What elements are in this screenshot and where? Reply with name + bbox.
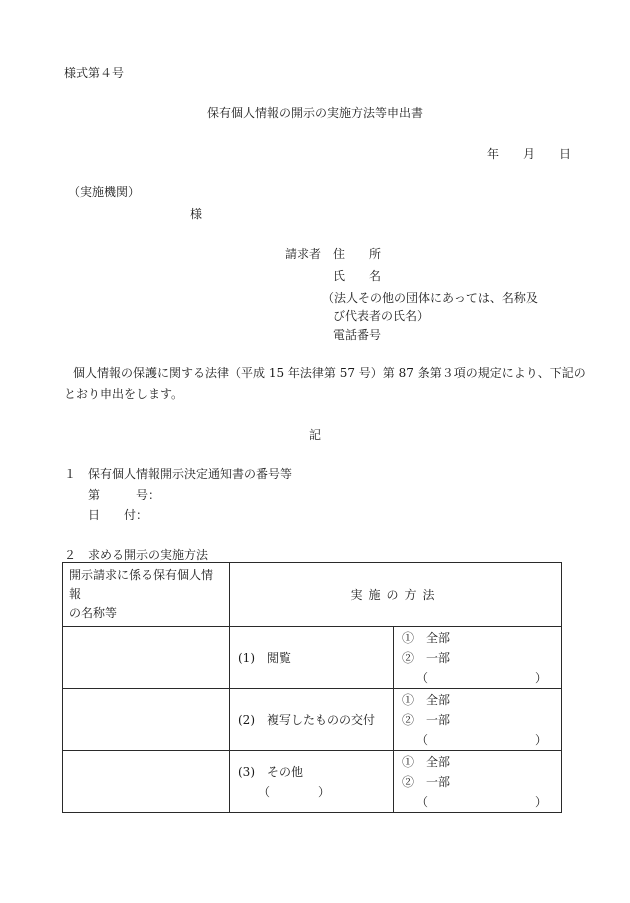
table-row xyxy=(63,627,562,689)
header-info-name-line-1: 開示請求に係る保有個人情報 xyxy=(69,568,214,601)
scope-cell[interactable] xyxy=(394,689,562,751)
date-month: 月 xyxy=(523,147,536,161)
info-name-cell[interactable] xyxy=(63,627,230,689)
agency-honorific: 様 xyxy=(190,207,203,221)
method-cell[interactable] xyxy=(230,689,394,751)
scope-all[interactable]: ① 全部 xyxy=(402,754,451,769)
requester-name-label: 氏 名 xyxy=(333,269,382,283)
paren-open: （ xyxy=(416,732,429,747)
scope-cell[interactable] xyxy=(394,751,562,813)
date-day: 日 xyxy=(559,147,572,161)
date-year: 年 xyxy=(487,147,500,161)
scope-part[interactable]: ② 一部 xyxy=(402,774,451,789)
method-label: (1) 閲覧 xyxy=(238,650,291,665)
scope-all[interactable]: ① 全部 xyxy=(402,692,451,707)
table-row xyxy=(63,751,562,813)
header-info-name-line-2: の名称等 xyxy=(69,606,118,620)
paren-close: ） xyxy=(535,670,548,685)
info-name-cell[interactable] xyxy=(63,751,230,813)
scope-all[interactable]: ① 全部 xyxy=(402,630,451,645)
section-1-number-field: 第 号： xyxy=(88,488,161,502)
scope-part-detail[interactable] xyxy=(402,792,561,812)
methods-table-header xyxy=(63,563,562,627)
method-label: (2) 複写したものの交付 xyxy=(238,712,375,727)
agency-label: （実施機関） xyxy=(68,185,141,199)
scope-cell[interactable] xyxy=(394,627,562,689)
paren-open: （ xyxy=(416,670,429,685)
paren-open: （ xyxy=(416,794,429,809)
paren-close: ） xyxy=(535,794,548,809)
requester-address-label: 住 所 xyxy=(333,247,382,261)
method-other-detail[interactable]: （ ） xyxy=(258,784,331,799)
requester-corp-note-1: （法人その他の団体にあっては、名称及 xyxy=(322,291,538,305)
scope-part[interactable]: ② 一部 xyxy=(402,712,451,727)
header-method: 実施の方法 xyxy=(230,563,562,627)
method-label: (3) その他 xyxy=(238,764,303,779)
method-cell[interactable] xyxy=(230,627,394,689)
form-number: 様式第４号 xyxy=(64,66,125,80)
body-text-line-2: とおり申出をします。 xyxy=(64,387,184,401)
requester-corp-note-2: び代表者の氏名） xyxy=(333,309,430,323)
methods-table xyxy=(62,562,562,813)
body-text-line-1: 個人情報の保護に関する法律（平成 15 年法律第 57 号）第 87 条第３項の規定により、下記の xyxy=(73,366,586,380)
table-row xyxy=(63,689,562,751)
section-1-date-field: 日 付： xyxy=(88,508,149,522)
page-title: 保有個人情報の開示の実施方法等申出書 xyxy=(206,106,423,120)
section-1-heading: １ 保有個人情報開示決定通知書の番号等 xyxy=(64,467,293,481)
requester-phone-label: 電話番号 xyxy=(333,328,382,342)
date-row xyxy=(487,148,571,160)
requester-label: 請求者 xyxy=(285,247,322,261)
header-info-name xyxy=(63,563,230,627)
paren-close: ） xyxy=(535,732,548,747)
method-cell[interactable] xyxy=(230,751,394,813)
section-2-heading: ２ 求める開示の実施方法 xyxy=(64,548,209,562)
scope-part[interactable]: ② 一部 xyxy=(402,650,451,665)
scope-part-detail[interactable] xyxy=(402,668,561,688)
info-name-cell[interactable] xyxy=(63,689,230,751)
ki-heading: 記 xyxy=(308,428,321,442)
scope-part-detail[interactable] xyxy=(402,730,561,750)
